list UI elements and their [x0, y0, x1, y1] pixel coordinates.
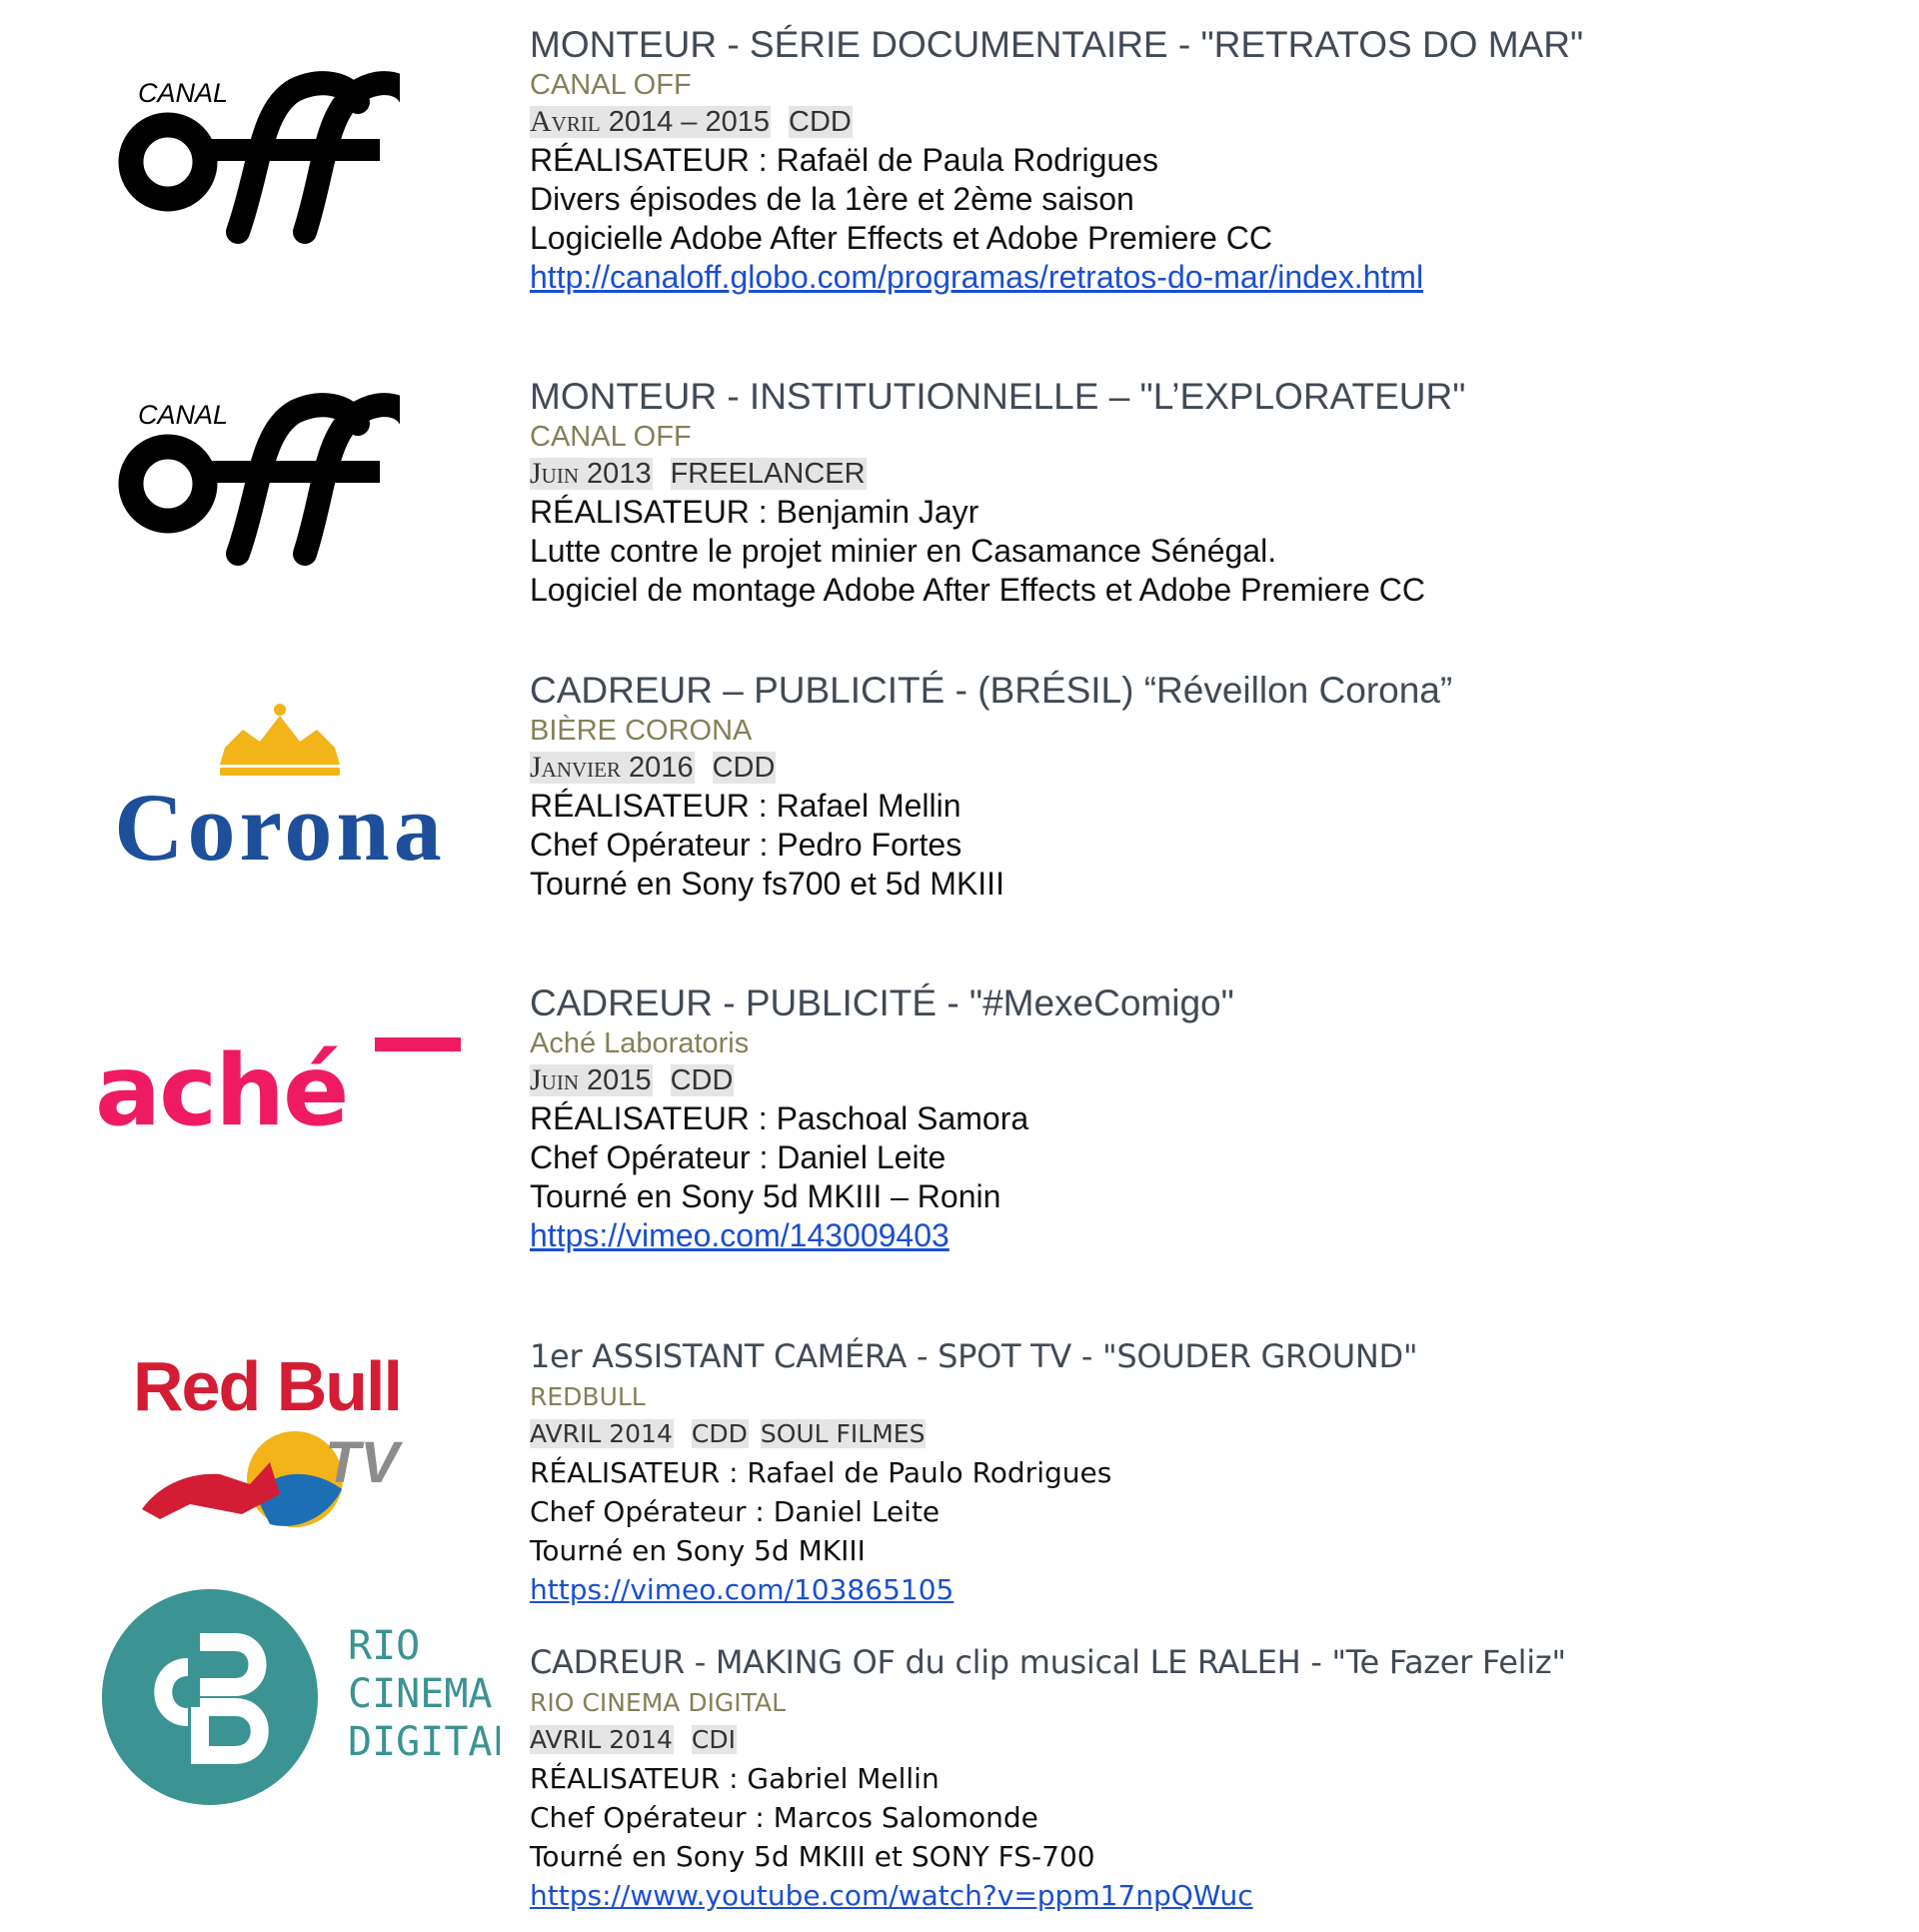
job-meta [530, 749, 1859, 787]
period: 2013 [579, 458, 652, 490]
canal-off-canal-text: CANAL [138, 400, 229, 430]
company-name: BIÈRE CORONA [530, 715, 753, 747]
company-name: Aché Laboratoris [530, 1027, 750, 1059]
corona-logo [95, 700, 465, 890]
director-line [530, 493, 1859, 532]
director-line [530, 141, 1859, 180]
director-name: Rafaël de Paula Rodrigues [767, 142, 1159, 178]
date-chip [530, 458, 653, 490]
contract-chip: CDD [712, 752, 776, 784]
rio-text: RIO [348, 1623, 421, 1669]
month: Janvier [530, 751, 621, 784]
job-entry [530, 1640, 1859, 1915]
job-title: 1er ASSISTANT CAMÉRA - SPOT TV - "SOUDER GROUND" [530, 1337, 1418, 1375]
period: 2014 [601, 1725, 673, 1754]
tv-text: TV [325, 1430, 400, 1495]
company-name: RIO CINEMA DIGITAL [530, 1688, 787, 1717]
contract-chip: CDD [789, 106, 852, 138]
crown-icon [220, 704, 340, 776]
month: Juin [530, 457, 579, 490]
date-chip [530, 1419, 674, 1448]
director-label: RÉALISATEUR : [530, 1100, 768, 1136]
detail-line: Chef Opérateur : Daniel Leite [530, 1495, 941, 1528]
detail-line: Logicielle Adobe After Effects et Adobe Premiere CC [530, 220, 1272, 256]
canal-off-canal-text: CANAL [138, 78, 229, 108]
corona-wordmark: Corona [114, 774, 446, 881]
job-title: MONTEUR - SÉRIE DOCUMENTAIRE - "RETRATOS DO MAR" [530, 24, 1584, 65]
director-name: Paschoal Samora [767, 1100, 1029, 1136]
red-bull-wordmark: Red Bull [133, 1347, 401, 1425]
director-line [530, 1453, 1859, 1492]
job-meta [530, 1415, 1859, 1453]
period: 2015 [579, 1064, 652, 1096]
detail-line: Chef Opérateur : Pedro Fortes [530, 827, 962, 863]
project-link[interactable]: https://vimeo.com/103865105 [530, 1573, 955, 1606]
detail-line: Tourné en Sony 5d MKIII – Ronin [530, 1178, 1001, 1214]
canal-off-logo [110, 50, 400, 250]
detail-line: Tourné en Sony 5d MKIII et SONY FS-700 [530, 1840, 1095, 1873]
project-link[interactable]: https://www.youtube.com/watch?v=ppm17npQWuc [530, 1879, 1253, 1912]
director-name: Rafael de Paulo Rodrigues [738, 1456, 1112, 1489]
rio-cinema-digital-logo [100, 1587, 500, 1807]
director-label: RÉALISATEUR : [530, 1456, 739, 1489]
red-bull-tv-logo [130, 1344, 430, 1534]
month: AVRIL [530, 1419, 602, 1448]
digital-text: DIGITAL [348, 1719, 500, 1765]
project-link[interactable]: http://canaloff.globo.com/programas/retratos-do-mar/index.html [530, 259, 1424, 295]
period: 2014 [601, 1419, 673, 1448]
job-entry [530, 668, 1859, 904]
detail-line: Divers épisodes de la 1ère et 2ème saison [530, 181, 1134, 217]
director-label: RÉALISATEUR : [530, 1762, 739, 1795]
job-meta [530, 103, 1859, 141]
job-meta [530, 1721, 1859, 1759]
director-label: RÉALISATEUR : [530, 494, 768, 530]
production-chip: SOUL FILMES [760, 1419, 926, 1448]
director-line [530, 1759, 1859, 1798]
contract-chip: CDD [691, 1419, 748, 1448]
director-label: RÉALISATEUR : [530, 142, 768, 178]
detail-line: Lutte contre le projet minier en Casamance Sénégal. [530, 533, 1277, 569]
job-entry [530, 22, 1859, 297]
date-chip [530, 1725, 674, 1754]
canal-off-logo [110, 372, 400, 572]
company-name: CANAL OFF [530, 421, 692, 453]
director-name: Benjamin Jayr [767, 494, 979, 530]
job-title: CADREUR – PUBLICITÉ - (BRÉSIL) “Réveillon Corona” [530, 670, 1453, 711]
ache-wordmark: aché [95, 1034, 348, 1144]
director-name: Gabriel Mellin [738, 1762, 940, 1795]
cinema-text: CINEMA [348, 1671, 493, 1717]
project-link[interactable]: https://vimeo.com/143009403 [530, 1217, 950, 1253]
date-chip [530, 1064, 653, 1096]
job-title: CADREUR - MAKING OF du clip musical LE RALEH - "Te Fazer Feliz" [530, 1643, 1566, 1681]
detail-line: Tourné en Sony 5d MKIII [530, 1534, 866, 1567]
detail-line: Chef Opérateur : Marcos Salomonde [530, 1801, 1038, 1834]
director-name: Rafael Mellin [767, 788, 961, 824]
detail-line: Chef Opérateur : Daniel Leite [530, 1139, 947, 1175]
job-entry [530, 374, 1859, 610]
month: Avril [530, 105, 601, 138]
period: 2016 [621, 752, 694, 784]
job-entry [530, 1334, 1859, 1609]
ache-logo [95, 1024, 475, 1144]
date-chip [530, 752, 695, 784]
detail-line: Tourné en Sony fs700 et 5d MKIII [530, 866, 1004, 902]
job-title: CADREUR - PUBLICITÉ - "#MexeComigo" [530, 982, 1234, 1023]
contract-chip: CDD [670, 1064, 734, 1096]
date-chip [530, 106, 771, 138]
company-name: CANAL OFF [530, 69, 692, 101]
company-name: REDBULL [530, 1382, 646, 1411]
job-meta [530, 1061, 1859, 1099]
job-entry [530, 980, 1859, 1255]
director-line [530, 1099, 1859, 1138]
director-line [530, 787, 1859, 826]
period: 2014 – 2015 [600, 106, 770, 138]
month: AVRIL [530, 1725, 602, 1754]
job-title: MONTEUR - INSTITUTIONNELLE – "L’EXPLORATEUR" [530, 376, 1466, 417]
director-label: RÉALISATEUR : [530, 788, 768, 824]
contract-chip: FREELANCER [670, 458, 866, 490]
job-meta [530, 455, 1859, 493]
contract-chip: CDI [691, 1725, 736, 1754]
detail-line: Logiciel de montage Adobe After Effects et Adobe Premiere CC [530, 572, 1425, 608]
month: Juin [530, 1063, 579, 1096]
